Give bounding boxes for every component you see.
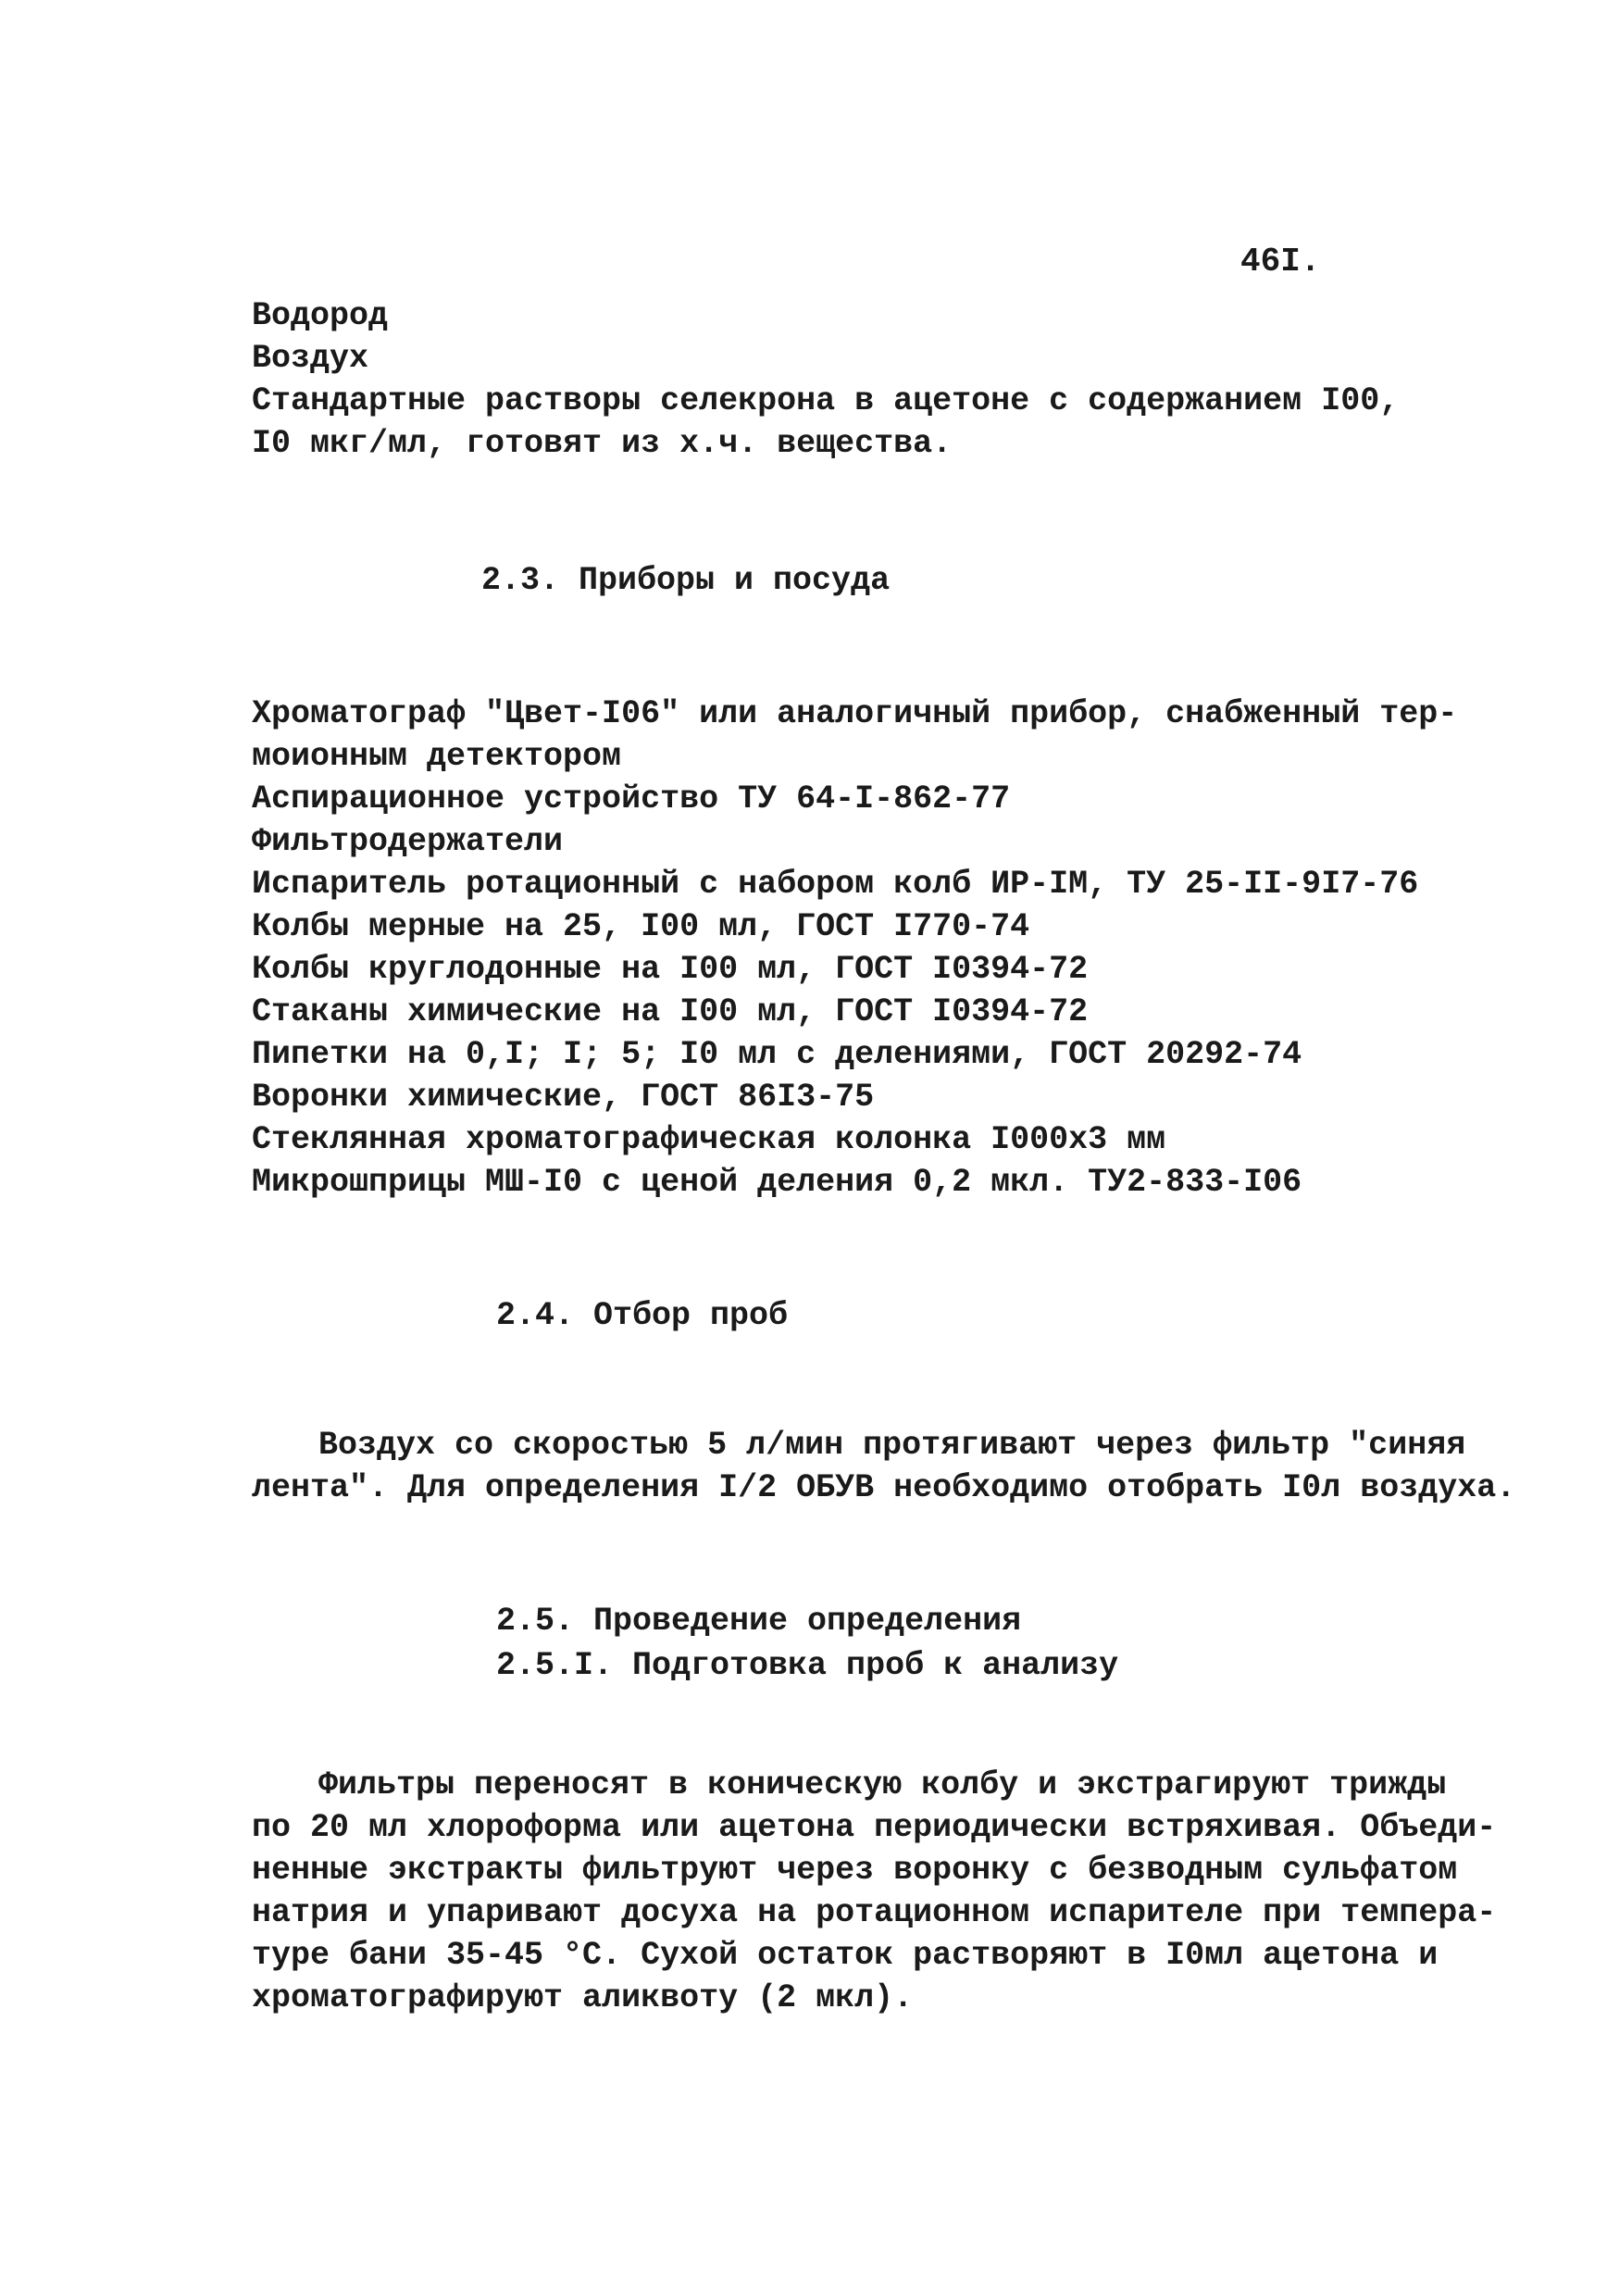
section-heading-2-4: 2.4. Отбор проб xyxy=(496,1297,789,1334)
intro-line: Воздух xyxy=(252,340,369,377)
intro-line: I0 мкг/мл, готовят из х.ч. вещества. xyxy=(252,425,953,462)
paragraph-line: Фильтры переносят в коническую колбу и экстрагируют трижды xyxy=(318,1766,1447,1803)
equipment-line: Колбы круглодонные на I00 мл, ГОСТ I0394-72 xyxy=(252,951,1089,988)
sample-prep-paragraph xyxy=(252,1764,1497,2019)
sampling-paragraph xyxy=(252,1424,1516,1509)
paragraph-line: Воздух со скоростью 5 л/мин протягивают через фильтр "синяя xyxy=(318,1427,1466,1464)
paragraph-line: хроматографируют аликвоту (2 мкл). xyxy=(252,1979,914,2016)
equipment-line: Стеклянная хроматографическая колонка I000х3 мм xyxy=(252,1121,1166,1158)
paragraph-line: туре бани 35-45 °С. Сухой остаток растворяют в I0мл ацетона и xyxy=(252,1937,1439,1974)
paragraph-line: ненные экстракты фильтруют через воронку с безводным сульфатом xyxy=(252,1852,1458,1889)
section-heading-2-5: 2.5. Проведение определения xyxy=(496,1603,1022,1640)
equipment-line: Пипетки на 0,I; I; 5; I0 мл с делениями, ГОСТ 20292-74 xyxy=(252,1036,1302,1073)
intro-line: Водород xyxy=(252,297,389,334)
equipment-line: Хроматограф "Цвет-I06" или аналогичный прибор, снабженный тер- xyxy=(252,695,1458,732)
section-heading-2-3: 2.3. Приборы и посуда xyxy=(481,562,891,599)
equipment-line: Воронки химические, ГОСТ 86I3-75 xyxy=(252,1079,875,1116)
equipment-line: Колбы мерные на 25, I00 мл, ГОСТ I770-74 xyxy=(252,908,1030,945)
equipment-line: Микрошприцы МШ-I0 с ценой деления 0,2 мкл. ТУ2-833-I06 xyxy=(252,1164,1302,1201)
paragraph-line: лента". Для определения I/2 ОБУВ необходимо отобрать I0л воздуха. xyxy=(252,1469,1516,1506)
equipment-list xyxy=(252,693,1458,1204)
equipment-line: моионным детектором xyxy=(252,738,622,775)
equipment-line: Испаритель ротационный с набором колб ИР-IМ, ТУ 25-II-9I7-76 xyxy=(252,866,1419,903)
paragraph-line: натрия и упаривают досуха на ротационном испарителе при темпера- xyxy=(252,1894,1497,1931)
equipment-line: Стаканы химические на I00 мл, ГОСТ I0394-72 xyxy=(252,993,1089,1030)
paragraph-line: по 20 мл хлороформа или ацетона периодически встряхивая. Объеди- xyxy=(252,1809,1497,1846)
section-heading-2-5-1: 2.5.I. Подготовка проб к анализу xyxy=(496,1647,1119,1684)
equipment-line: Фильтродержатели xyxy=(252,823,564,860)
page-number: 46I. xyxy=(1240,243,1321,281)
equipment-line: Аспирационное устройство ТУ 64-I-862-77 xyxy=(252,780,1011,817)
intro-line: Стандартные растворы селекрона в ацетоне с содержанием I00, xyxy=(252,382,1400,419)
intro-block xyxy=(252,294,1409,465)
